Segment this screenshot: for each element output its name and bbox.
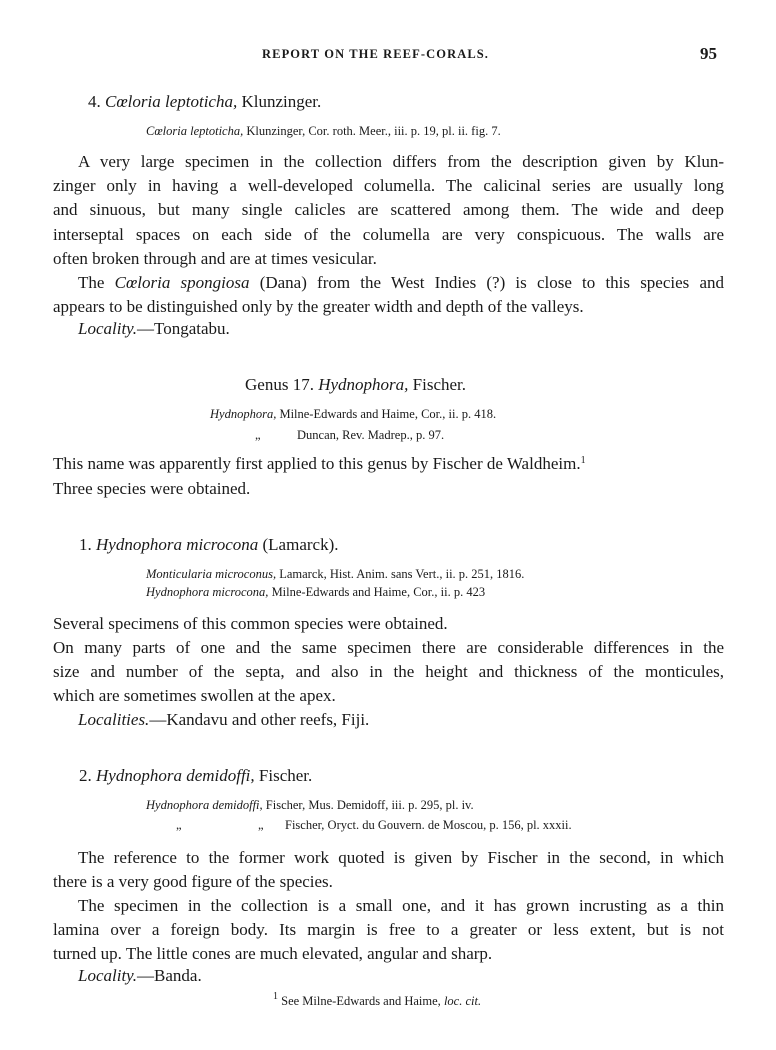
synonym-name: Cœloria leptoticha, [146, 124, 244, 138]
text-line: which are sometimes swollen at the apex. [53, 686, 336, 706]
synonym-name: Hydnophora demidoffi, [146, 798, 263, 812]
text-line: The reference to the former work quoted is given by Fischer in the second, in which [78, 848, 724, 867]
paragraph-demidoffi-reference [53, 846, 724, 894]
synonymy-line [146, 124, 501, 139]
genus-paragraph-line [53, 454, 586, 474]
synonymy-line [146, 567, 524, 582]
paragraph-demidoffi-specimen [53, 894, 724, 967]
text-line: On many parts of one and the same specimen there are considerable differences in the [53, 638, 724, 657]
text-line: interseptal spaces on each side of the columella are very conspicuous. The walls are [53, 224, 724, 244]
genus-paragraph-line: Three species were obtained. [53, 479, 251, 498]
synonym-name: Hydnophora microcona, [146, 585, 269, 599]
synonymy-line [255, 428, 261, 443]
species-author: Fischer. [258, 766, 313, 785]
species-author: (Lamarck). [262, 535, 339, 554]
footnote-text: See Milne-Edwards and Haime, [281, 994, 441, 1008]
locality-line [78, 966, 202, 986]
species-name: Hydnophora microcona [96, 535, 259, 554]
page-number: 95 [700, 44, 717, 63]
synonymy-line [146, 585, 485, 600]
locality-label: Locality. [78, 319, 138, 338]
locality-value: —Tongatabu. [137, 319, 230, 338]
synonym-reference: Fischer, Mus. Demidoff, iii. p. 295, pl. iv. [265, 798, 474, 812]
species-heading-coeloria [88, 92, 321, 112]
synonymy-line [297, 428, 444, 443]
paragraph-microcona-description [53, 636, 724, 709]
synonym-reference: Duncan, Rev. Madrep., p. 97. [297, 428, 445, 442]
species-number: 2. [79, 766, 92, 785]
text-line: turned up. The little cones are much elevated, angular and sharp. [53, 944, 493, 964]
synonym-reference: Klunzinger, Cor. roth. Meer., iii. p. 19, pl. ii. fig. 7. [246, 124, 501, 138]
synonym-reference: Milne-Edwards and Haime, Cor., ii. p. 418. [279, 407, 497, 421]
locality-line [78, 710, 369, 730]
text-line: zinger only in having a well-developed columella. The calicinal series are usually long [53, 176, 724, 196]
text-line: The specimen in the collection is a small one, and it has grown incrusting as a thin [78, 896, 724, 915]
synonym-name: Monticularia microconus, [146, 567, 277, 581]
text-line: A very large specimen in the collection differs from the description given by Klun- [78, 152, 724, 171]
paragraph-coeloria-comparison [53, 271, 724, 319]
genus-prefix: Genus 17. [245, 375, 314, 394]
synonym-name: Hydnophora, [210, 407, 277, 421]
text-line: and sinuous, but many single calicles are scattered among them. The wide and deep [53, 200, 724, 220]
italic-species-name: Cœloria spongiosa [114, 273, 250, 292]
species-number: 4. [88, 92, 101, 111]
species-name: Hydnophora demidoffi, [96, 766, 255, 785]
footnote-citation: loc. cit. [443, 994, 482, 1008]
species-heading-demidoffi [79, 766, 312, 786]
synonym-reference: Fischer, Oryct. du Gouvern. de Moscou, p. 156, pl. xxxii. [285, 818, 572, 832]
text-line: there is a very good figure of the species. [53, 872, 333, 892]
ditto-mark: „ [255, 428, 261, 442]
text-fragment: This name was apparently first applied to this genus by Fischer de Waldheim. [53, 454, 581, 473]
running-head: REPORT ON THE REEF-CORALS. [262, 47, 490, 61]
genus-heading [245, 375, 466, 395]
species-number: 1. [79, 535, 92, 554]
footnote-marker: 1 [273, 991, 278, 1002]
paragraph-coeloria-description [53, 150, 724, 271]
species-heading-microcona [79, 535, 339, 555]
text-line [53, 271, 724, 295]
footnote-marker: 1 [580, 455, 586, 466]
paragraph-microcona-obtained: Several specimens of this common species were obtained. [53, 614, 448, 633]
footnote [273, 991, 482, 1009]
text-fragment: The [78, 273, 105, 292]
synonymy-line [146, 798, 474, 813]
text-line: size and number of the septa, and also in the height and thickness of the monticules, [53, 662, 724, 682]
genus-author: Fischer. [412, 375, 467, 394]
text-line: appears to be distinguished only by the greater width and depth of the valleys. [53, 297, 584, 317]
text-fragment: (Dana) from the West Indies (?) is close to this species and [259, 273, 725, 292]
locality-value: —Kandavu and other reefs, Fiji. [149, 710, 370, 729]
synonym-reference: Milne-Edwards and Haime, Cor., ii. p. 423 [271, 585, 486, 599]
text-line: lamina over a foreign body. Its margin is free to a greater or less extent, but is not [53, 920, 724, 940]
locality-label: Locality. [78, 966, 138, 985]
text-line: often broken through and are at times vesicular. [53, 248, 377, 268]
synonym-reference: Lamarck, Hist. Anim. sans Vert., ii. p. 251, 1816. [279, 567, 525, 581]
species-name: Cœloria leptoticha, [105, 92, 238, 111]
genus-name: Hydnophora, [318, 375, 409, 394]
synonymy-line [210, 407, 496, 422]
locality-value: —Banda. [137, 966, 202, 985]
locality-label: Localities. [78, 710, 150, 729]
ditto-mark: „ [176, 818, 182, 832]
ditto-mark: „ [258, 818, 264, 832]
locality-line [78, 319, 230, 339]
species-author: Klunzinger. [241, 92, 322, 111]
